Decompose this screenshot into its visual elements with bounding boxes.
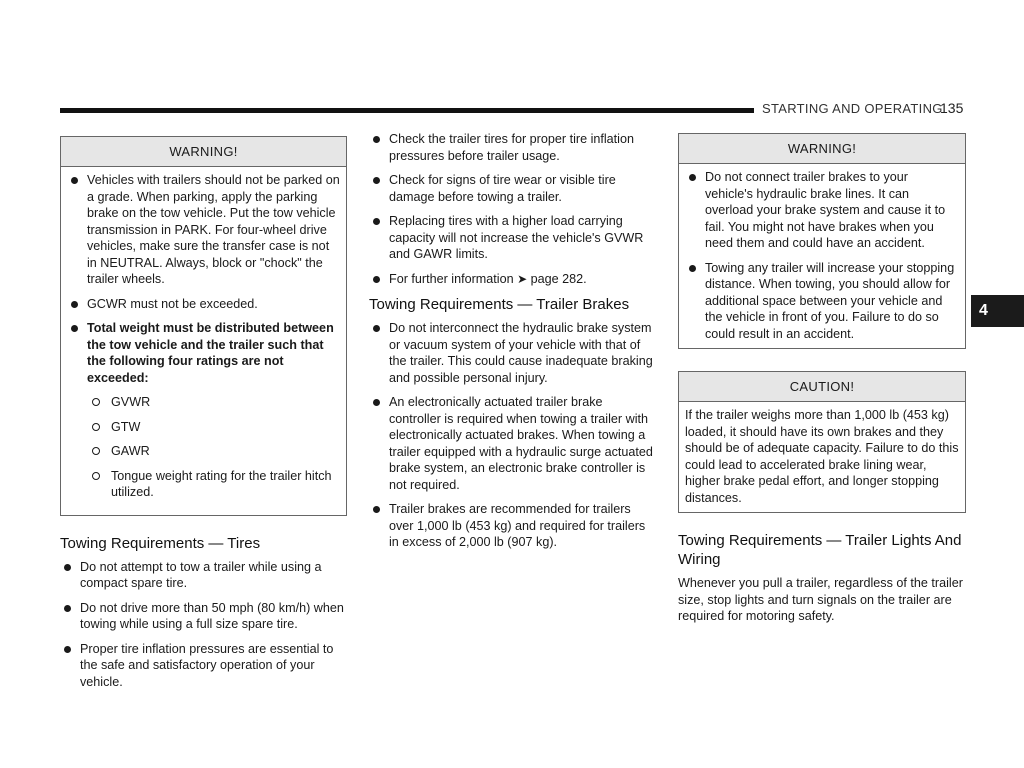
page-number: 135 [940,100,964,116]
further-info-item [369,271,654,288]
page-reference-link[interactable]: page 282. [530,271,587,286]
warning-body [679,164,965,348]
lights-text: Whenever you pull a trailer, regardless of the trailer size, stop lights and turn signals on the trailer are required for motoring safety. [678,576,963,623]
brakes-item: Do not interconnect the hydraulic brake system or vacuum system of your vehicle with that of the trailer. This could cause inadequate braking and possible personal injury. [369,320,654,386]
tires-heading: Towing Requirements — Tires [60,534,261,552]
caution-text: If the trailer weighs more than 1,000 lb (453 kg) loaded, it should have its own brakes and they should be of adequate capacity. Failure to do this could lead to accelerated brake lining wear, higher brake pedal effort, and longer stopping distances. [685,408,959,505]
rating-item: Tongue weight rating for the trailer hitch utilized. [87,468,340,501]
warning-item: Do not connect trailer brakes to your vehicle's hydraulic brake lines. It can overload your brake system and cause it to fail. You might not have brakes when you need them and could have an accident. [685,169,959,252]
caution-body [679,402,965,512]
column-left [60,136,347,698]
tires-item: Do not attempt to tow a trailer while using a compact spare tire. [60,559,347,592]
column-right [678,133,966,625]
warning-item: GCWR must not be exceeded. [67,296,340,313]
tires-item: Proper tire inflation pressures are essential to the safe and satisfactory operation of your vehicle. [60,641,347,691]
warning-box-brakes [678,133,966,349]
tires-item: Check for signs of tire wear or visible tire damage before towing a trailer. [369,172,654,205]
section-title: STARTING AND OPERATING [762,101,943,116]
caution-title: CAUTION! [679,372,965,402]
warning-item-text: Total weight must be distributed between the tow vehicle and the trailer such that the following four ratings are not exceeded: [87,321,334,385]
warning-item [67,320,340,501]
rating-item: GTW [87,419,340,436]
brakes-item: An electronically actuated trailer brake controller is required when towing a trailer with electronically actuated brakes. When towing a trailer equipped with a hydraulic surge actuated brake system, an electronic brake controller is not required. [369,394,654,493]
rating-item: GAWR [87,443,340,460]
warning-title: WARNING! [679,134,965,164]
lights-heading: Towing Requirements — Trailer Lights And Wiring [678,532,962,568]
caution-box [678,371,966,513]
tires-item: Check the trailer tires for proper tire inflation pressures before trailer usage. [369,131,654,164]
warning-box-parking [60,136,347,516]
brakes-item: Trailer brakes are recommended for trailers over 1,000 lb (453 kg) and required for trailers in excess of 2,000 lb (907 kg). [369,501,654,551]
brakes-heading: Towing Requirements — Trailer Brakes [369,296,630,313]
warning-item: Towing any trailer will increase your stopping distance. When towing, you should allow for additional space between your vehicle and the vehicle in front of you. Failure to do so could result in an accident. [685,260,959,343]
tires-item: Replacing tires with a higher load carrying capacity will not increase the vehicle's GVWR and GAWR limits. [369,213,654,263]
warning-body [61,167,346,515]
warning-item: Vehicles with trailers should not be parked on a grade. When parking, apply the parking brake on the tow vehicle. Put the tow vehicle transmission in PARK. For four-wheel drive vehicles, make sure the transfer case is not in NEUTRAL. Always, block or "chock" the trailer wheels. [67,172,340,288]
warning-title: WARNING! [61,137,346,167]
chapter-tab[interactable]: 4 [971,295,1024,327]
tires-item: Do not drive more than 50 mph (80 km/h) when towing while using a full size spare tire. [60,600,347,633]
header-rule [60,108,754,113]
further-info-text: For further information [389,271,514,286]
page-reference-arrow-icon: ➤ [517,271,528,286]
column-middle [369,131,654,559]
rating-item: GVWR [87,394,340,411]
